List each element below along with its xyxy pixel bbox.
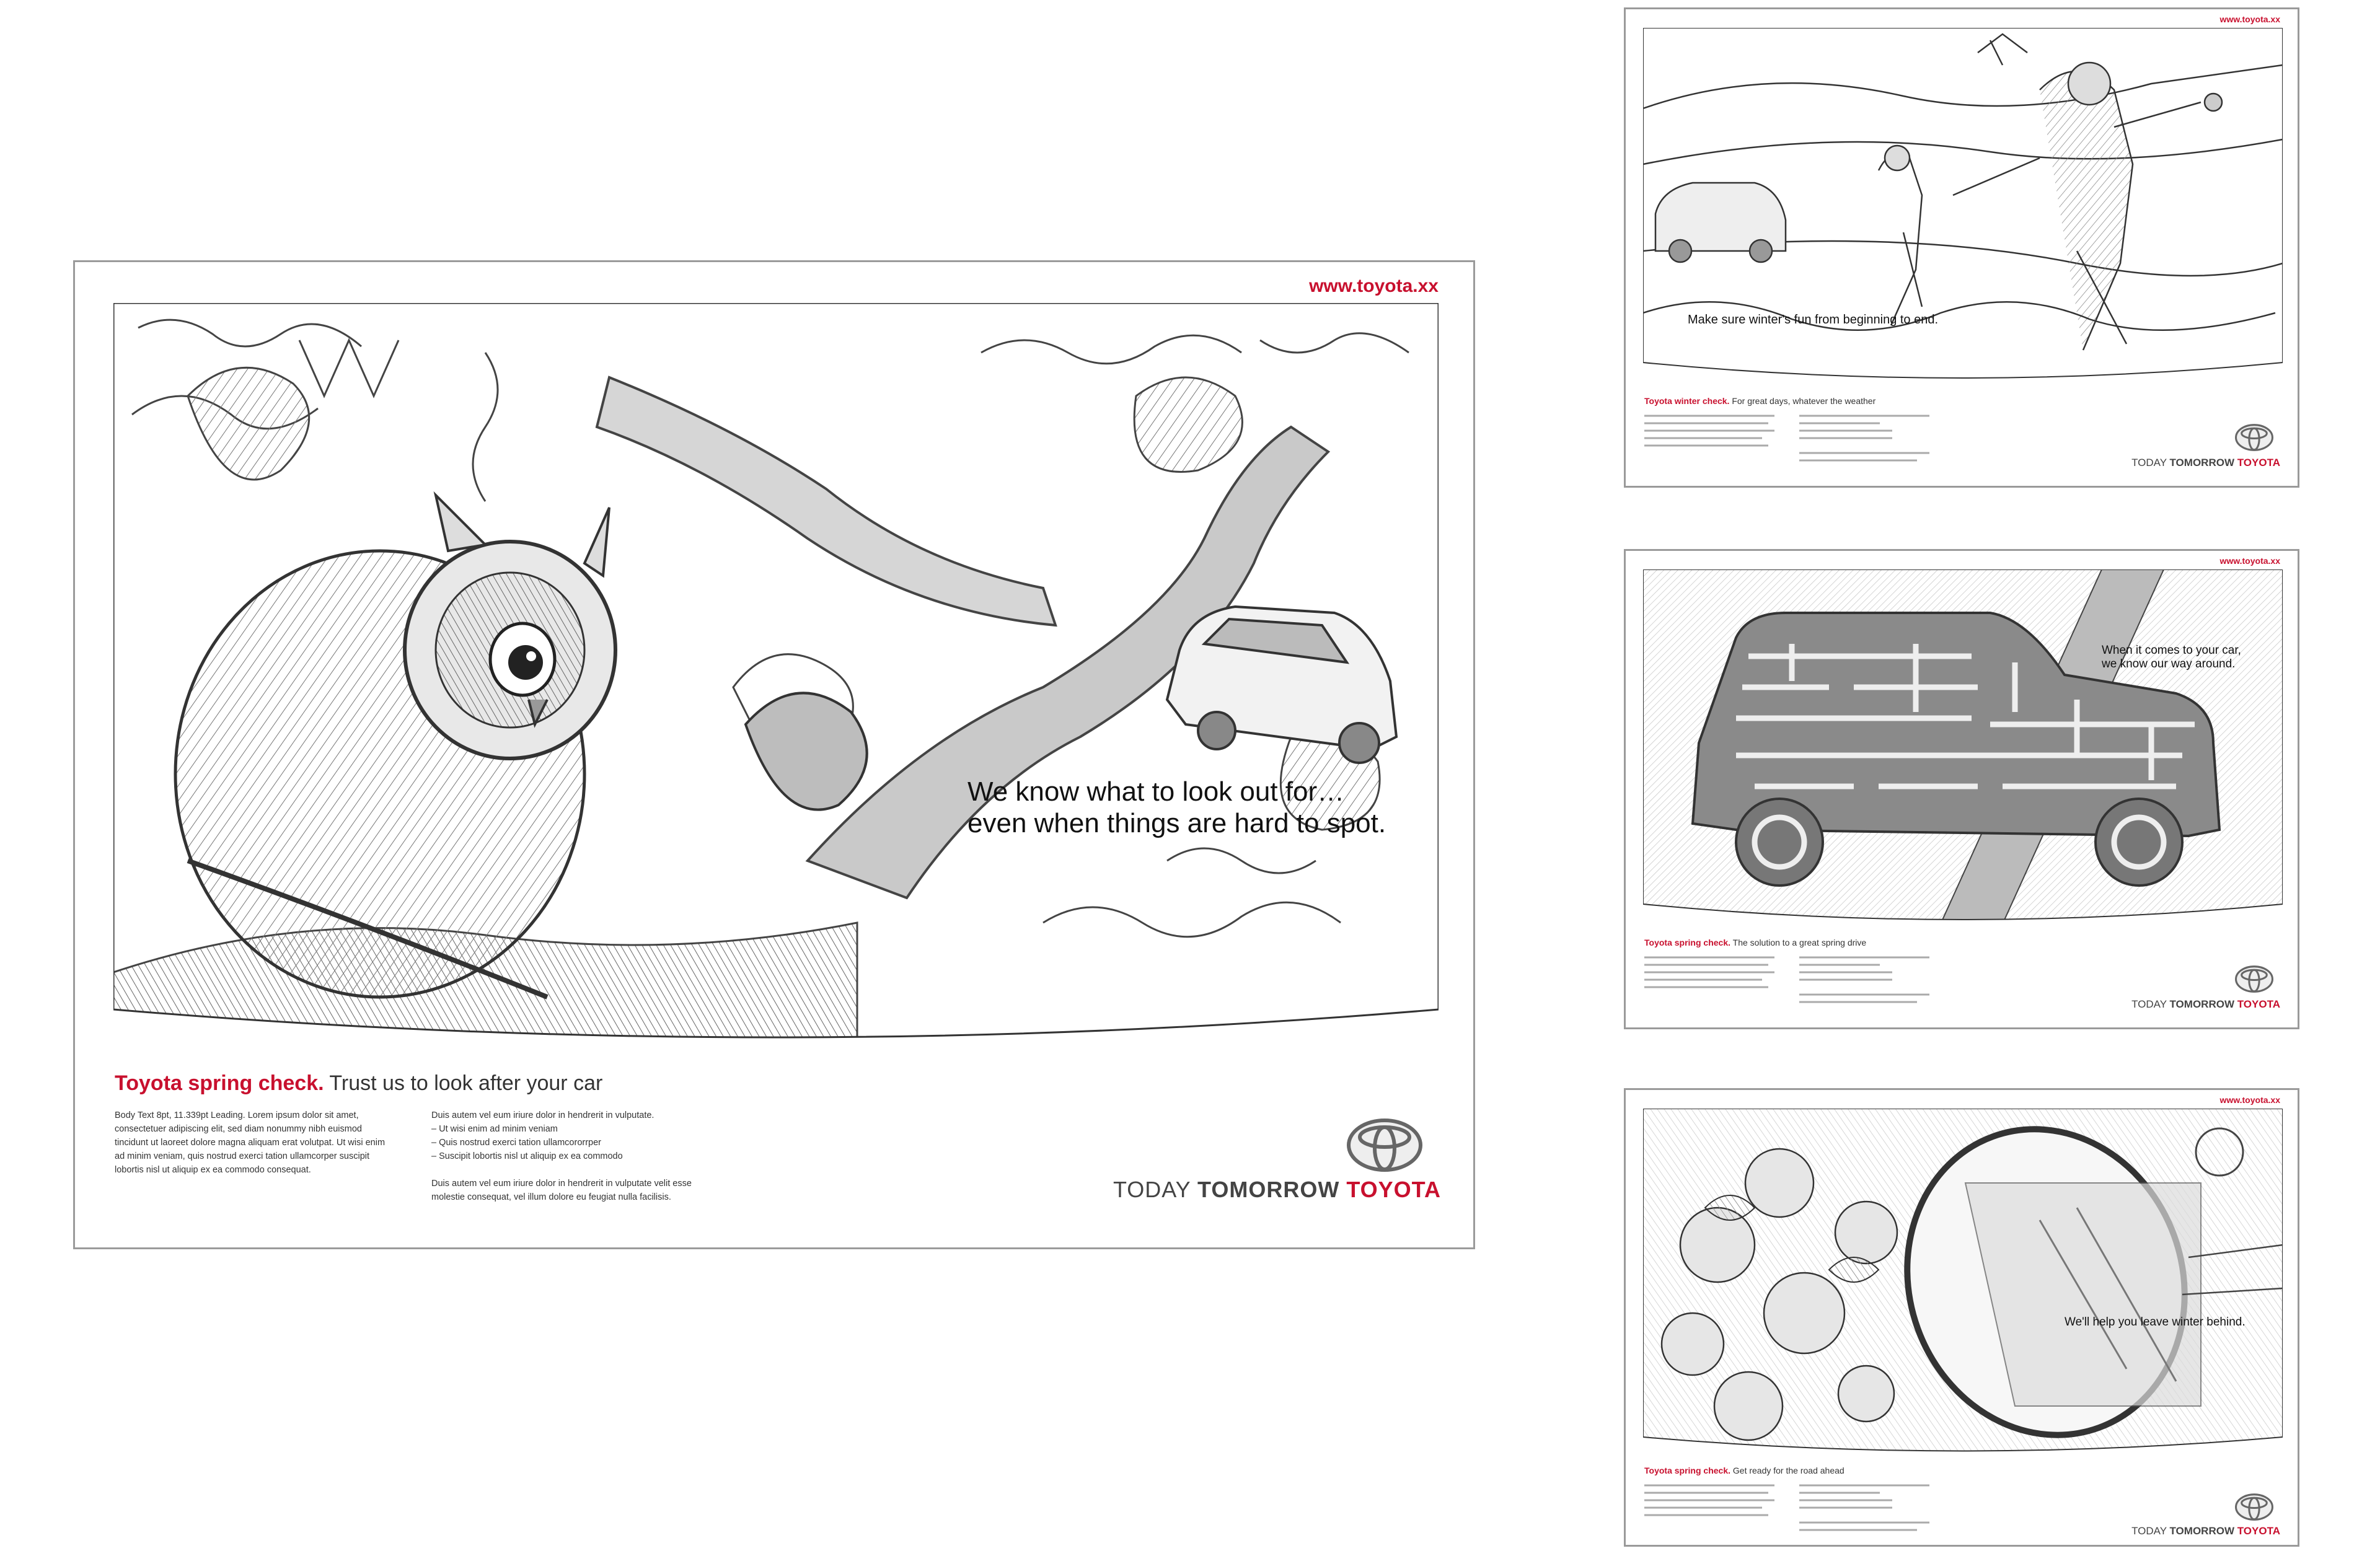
maze-ad-headline-red: Toyota spring check.: [1644, 938, 1730, 947]
brand-tomorrow: TOMORROW: [2169, 1525, 2234, 1537]
winter-ad-url[interactable]: www.toyota.xx: [2219, 14, 2280, 24]
mirror-ad-illustration: [1643, 1109, 2283, 1456]
mirror-sketch-art: [1643, 1109, 2283, 1456]
brand-toyota: TOYOTA: [1346, 1177, 1441, 1202]
brand-today: TODAY: [2131, 457, 2167, 468]
brand-signature: [2131, 457, 2280, 469]
main-ad-tagline: We know what to look out for… even when things are hard to spot.: [967, 776, 1386, 838]
brand-signature: [2131, 998, 2280, 1011]
toyota-emblem-icon: [2234, 965, 2274, 993]
maze-ad-illustration: [1643, 569, 2283, 924]
brand-toyota: TOYOTA: [2237, 998, 2280, 1010]
winter-ad-body-text: [1644, 412, 1942, 468]
main-ad-headline-red: Toyota spring check.: [115, 1071, 324, 1095]
main-ad-url[interactable]: www.toyota.xx: [1309, 276, 1439, 296]
brand-tomorrow: TOMORROW: [2169, 457, 2234, 468]
main-ad-body-col1: Body Text 8pt, 11.339pt Leading. Lorem ipsum dolor sit amet, consectetuer adipiscing elit, sed diam nonummy nibh euismod tincidunt ut laoreet dolore magna aliquam erat volutpat. Ut wisi enim ad minim veniam, quis nostrud exerci tation ullamcorper suscipit lobortis nisl ut aliquip ex ea commodo consequat.: [115, 1110, 386, 1175]
brand-tomorrow: TOMORROW: [1197, 1177, 1340, 1202]
brand-signature: [1113, 1177, 1441, 1203]
winter-ad-headline-rest: For great days, whatever the weather: [1732, 396, 1876, 406]
toyota-emblem-icon: [2234, 423, 2274, 452]
owl-sketch-art: [113, 303, 1439, 1047]
maze-ad-tagline: When it comes to your car, we know our way around.: [2102, 644, 2241, 670]
main-ad-headline-rest: Trust us to look after your car: [329, 1071, 603, 1095]
toyota-emblem-icon: [1346, 1117, 1424, 1173]
maze-ad: [1624, 549, 2299, 1029]
main-ad-body-col2: Duis autem vel eum iriure dolor in hendrerit in vulputate. – Ut wisi enim ad minim veniam – Quis nostrud exerci tation ullamcororrper – Suscipit lobortis nisl ut aliquip ex ea commodo Duis autem vel eum iriure dolor in hendrerit in vulputate velit esse molestie consequat, vel illum dolore eu feugiat nulla facilisis.: [431, 1110, 692, 1202]
toyota-emblem-icon: [2234, 1493, 2274, 1521]
maze-ad-body-text: [1644, 954, 1942, 1009]
mirror-ad-headline-rest: Get ready for the road ahead: [1732, 1466, 1844, 1475]
maze-ad-headline: [1644, 938, 1866, 947]
mirror-ad-url[interactable]: www.toyota.xx: [2219, 1095, 2280, 1105]
brand-tomorrow: TOMORROW: [2169, 998, 2234, 1010]
winter-ad-illustration: [1643, 28, 2283, 382]
main-ad-headline: [115, 1071, 602, 1096]
maze-sketch-art: [1643, 569, 2283, 924]
brand-signature: [2131, 1525, 2280, 1537]
snowball-sketch-art: [1643, 28, 2283, 382]
main-ad: [73, 260, 1475, 1249]
brand-today: TODAY: [2131, 1525, 2167, 1537]
winter-ad-headline-red: Toyota winter check.: [1644, 396, 1730, 406]
winter-ad: [1624, 7, 2299, 488]
brand-today: TODAY: [2131, 998, 2167, 1010]
winter-ad-tagline: Make sure winter's fun from beginning to end.: [1688, 313, 1939, 327]
mirror-ad-headline-red: Toyota spring check.: [1644, 1466, 1730, 1475]
brand-toyota: TOYOTA: [2237, 457, 2280, 468]
winter-ad-headline: [1644, 396, 1875, 406]
maze-ad-headline-rest: The solution to a great spring drive: [1732, 938, 1867, 947]
mirror-ad-tagline: We'll help you leave winter behind.: [2065, 1316, 2246, 1329]
mirror-ad-headline: [1644, 1466, 1844, 1475]
main-ad-illustration: [113, 303, 1439, 1047]
brand-today: TODAY: [1113, 1177, 1191, 1202]
mirror-ad: [1624, 1088, 2299, 1547]
maze-ad-url[interactable]: www.toyota.xx: [2219, 556, 2280, 566]
mirror-ad-body-text: [1644, 1482, 1942, 1537]
brand-toyota: TOYOTA: [2237, 1525, 2280, 1537]
